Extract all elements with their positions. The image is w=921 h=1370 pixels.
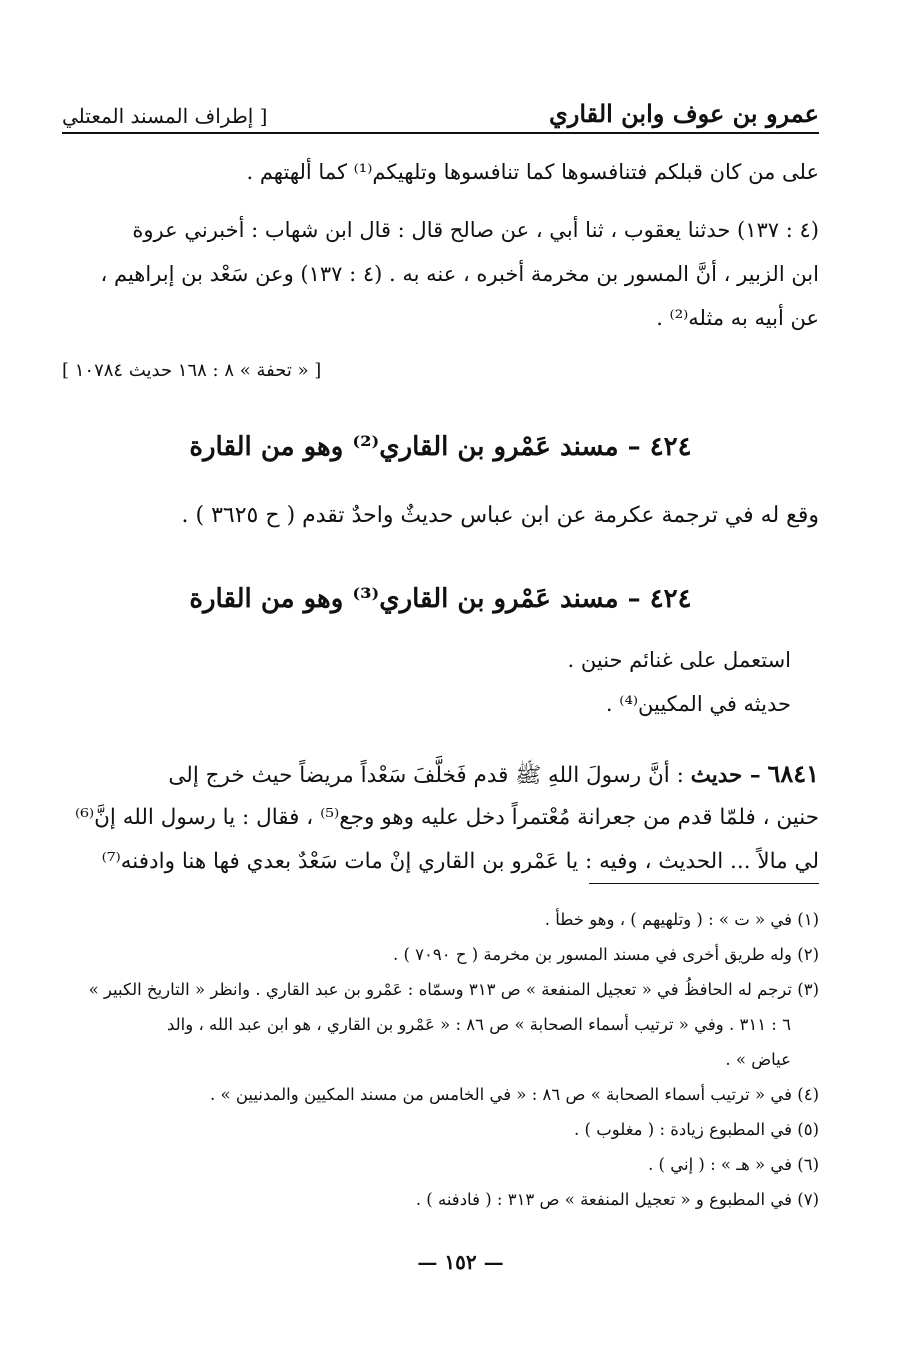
footnote-6: (٦) في « هـ » : ( إني ) .: [648, 1155, 819, 1174]
isnad-line-1: (٤ : ١٣٧) حدثنا يعقوب ، ثنا أبي ، عن صالح قال : قال ابن شهاب : أخبرني عروة: [132, 218, 819, 242]
running-header: [62, 88, 819, 134]
isnad-line-3: عن أبيه به مثله⁽²⁾ .: [656, 306, 819, 330]
section-number: ٤٢٤: [649, 584, 692, 614]
footnote-7: (٧) في المطبوع و « تعجيل المنفعة » ص ٣١٣ : ( فادفنه ) .: [415, 1190, 819, 1209]
footnote-1: (١) في « ت » : ( وتلهيهم ) ، وهو خطأ .: [544, 910, 819, 929]
tuhfa-reference: [ « تحفة » ٨ : ١٦٨ حديث ١٠٧٨٤ ]: [62, 360, 322, 381]
footnote-separator: [589, 883, 819, 884]
intro-line: على من كان قبلكم فتنافسوها كما تنافسوها وتلهيكم⁽¹⁾ كما ألهتهم .: [246, 160, 819, 184]
footnotes: [62, 902, 819, 1217]
footnote-5: (٥) في المطبوع زيادة : ( مغلوب ) .: [574, 1120, 819, 1139]
isnad-line-2: ابن الزبير ، أنَّ المسور بن مخرمة أخبره ، عنه به . (٤ : ١٣٧) وعن سَعْد بن إبراهيم ،: [100, 262, 819, 286]
footnote-3-end: عياض » .: [725, 1050, 791, 1069]
intro-text: [62, 150, 819, 194]
header-book-title: [ إطراف المسند المعتلي: [62, 104, 268, 128]
hadith-text: : أنَّ رسولَ اللهِ ﷺ قدم فَخلَّفَ سَعْداً مريضاً حيث خرج إلى: [168, 763, 684, 788]
section-heading-2: [62, 584, 819, 614]
section-heading-1: [62, 432, 819, 462]
isnad-paragraph: [62, 208, 819, 340]
section-1-body: [62, 494, 819, 538]
hadith-line-2: حنين ، فلمّا قدم من جعرانة مُعْتمراً دخل عليه وهو وجع⁽⁵⁾ ، فقال : يا رسول الله إنَّ⁽⁶⁾: [74, 805, 819, 830]
hadith-number: ٦٨٤١: [767, 759, 819, 788]
section-2-body: [62, 638, 791, 726]
header-title: عمرو بن عوف وابن القاري: [548, 99, 819, 128]
section-2-line-2: حديثه في المكيين⁽⁴⁾ .: [605, 692, 791, 716]
section-2-line-1: استعمل على غنائم حنين .: [567, 648, 791, 672]
hadith-line-3: لي مالاً ... الحديث ، وفيه : يا عَمْرو بن القاري إنْ مات سَعْدٌ بعدي فها هنا وادفنه⁽⁷⁾: [101, 849, 819, 874]
footnote-4: (٤) في « ترتيب أسماء الصحابة » ص ٨٦ : « في الخامس من مسند المكيين والمدنيين » .: [210, 1085, 819, 1104]
hadith-label: – حديث: [690, 763, 761, 788]
footnote-3: (٣) ترجم له الحافظُ في « تعجيل المنفعة » ص ٣١٣ وسمّاه : عَمْرو بن عبد القاري . وانظر « التاريخ الكبير »: [88, 980, 819, 999]
section-title: – مسند عَمْرو بن القاري⁽³⁾ وهو من القارة: [189, 584, 641, 614]
section-1-body-line: وقع له في ترجمة عكرمة عن ابن عباس حديثٌ واحدٌ تقدم ( ح ٣٦٢٥ ) .: [181, 503, 819, 528]
hadith-line-1: [62, 752, 819, 796]
footnote-2: (٢) وله طريق أخرى في مسند المسور بن مخرمة ( ح ٧٠٩٠ ) .: [392, 945, 819, 964]
footnote-3-cont: ٦ : ٣١١ . وفي « ترتيب أسماء الصحابة » ص ٨٦ : « عَمْرو بن القاري ، هو ابن عبد الله ، والد: [166, 1015, 791, 1034]
section-title: – مسند عَمْرو بن القاري⁽²⁾ وهو من القارة: [189, 432, 641, 462]
section-number: ٤٢٤: [649, 432, 692, 462]
hadith-paragraph: [62, 752, 819, 884]
page-number: — ١٥٢ —: [417, 1250, 504, 1274]
